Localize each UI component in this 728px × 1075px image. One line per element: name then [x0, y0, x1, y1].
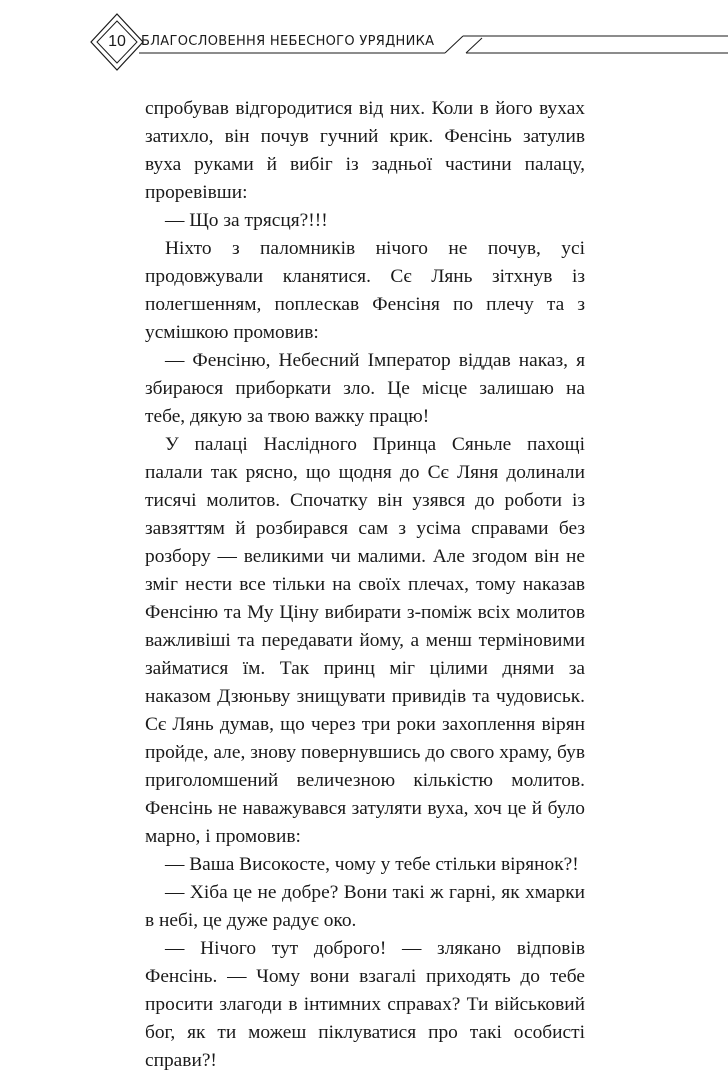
paragraph: У палаці Наслідного Принца Сяньле пахощі палали так рясно, що щодня до Сє Ляня долинали тисячі молитов. Спочатку він узявся до роботи із завзяттям й розбирався сам з усіма справами без розбору — великими чи малими. Але згодом він не зміг нести все тільки на своїх плечах, тому наказав Фенсіню та Му Ціну вибирати з-поміж всіх молитов важливіші та передавати йому, а менш терміновими займатися їм. Так принц міг цілими днями за наказом Дзюньву знищувати привидів та чудовиськ. Сє Лянь думав, що через три роки захоплення вірян пройде, але, знову повернувшись до свого храму, був приголомшений величезною кількістю молитов. Фенсінь не наважувався затуляти вуха, хоч це й було марно, і промовив:	[145, 434, 585, 847]
paragraph: — Хіба це не добре? Вони такі ж гарні, як хмарки в небі, це дуже радує око.	[145, 882, 585, 931]
paragraph: — Нічого тут доброго! — злякано відповів Фенсінь. — Чому вони взагалі приходять до тебе просити злагоди в інтимних справах? Ти військовий бог, як ти можеш піклуватися про такі особисті справи?!	[145, 938, 585, 1071]
page-number: 10	[108, 33, 126, 50]
paragraph: спробував відгородитися від них. Коли в його вухах затихло, він почув гучний крик. Фенсінь затулив вуха руками й вибіг із задньої частини палацу, проревівши:	[145, 98, 585, 203]
paragraph: Ніхто з паломників нічого не почув, усі продовжували кланятися. Сє Лянь зітхнув із полегшенням, поплескав Фенсіня по плечу та з усмішкою промовив:	[145, 238, 585, 343]
running-title: БЛАГОСЛОВЕННЯ НЕБЕСНОГО УРЯДНИКА	[141, 34, 435, 49]
paragraph: — Ваша Високосте, чому у тебе стільки вірянок?!	[165, 854, 579, 875]
paragraph: — Фенсіню, Небесний Імператор віддав наказ, я збираюся приборкати зло. Це місце залишаю на тебе, дякую за твою важку працю!	[145, 350, 585, 427]
body-text	[145, 95, 585, 1075]
paragraph: — Що за трясця?!!!	[165, 210, 328, 231]
page-header	[0, 0, 728, 80]
